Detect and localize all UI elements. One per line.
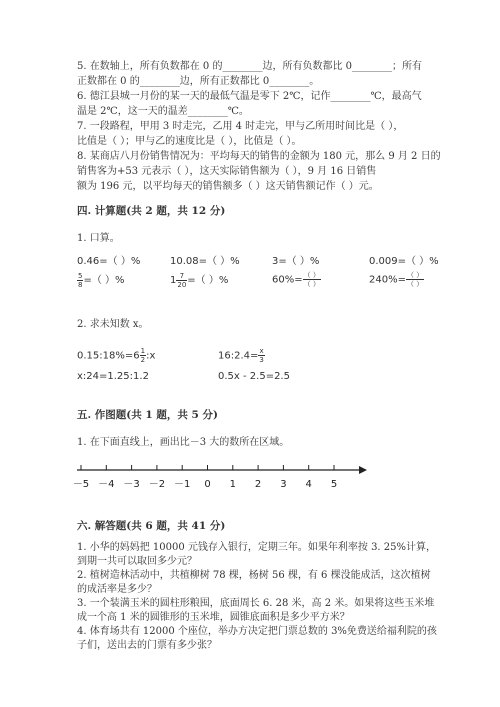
fraction: $\frac{( )}{( )}$ [303,271,320,288]
number-line-tick-label: 0 [204,479,211,490]
question-5-line-1: 5. 在数轴上，所有负数都在 0 的________边，所有负数都比 0________；所有 [77,61,422,72]
solve-x-label: 2. 求未知数 x。 [77,319,149,330]
equation-2: 16:2.4= $\frac{x}{3}$ [218,347,264,364]
question-7-line-2: 比值是（ ）；甲与乙的速度比是（ ），比值是（ ）。 [77,136,302,147]
problem-3-line-1: 3. 一个装满玉米的圆柱形粮囤，底面周长 6. 28 米，高 2 米。如果将这些玉米堆 [77,598,435,609]
oral-calc-item: 240%= $\frac{( )}{( )}$ [369,271,424,288]
number-line-tick-label: 3 [280,479,287,490]
oral-calc-item: 3=（ ）% [272,256,320,267]
fraction: $\frac{5}{8}$ [78,271,83,289]
oral-calc-label: 1. 口算。 [77,233,120,244]
number-line-tick-label: 2 [254,479,262,490]
problem-4-line-1: 4. 体育场共有 12000 个座位，举办方决定把门票总数的 3%免费送给福利院的孩 [77,626,437,637]
oral-calc-item: 0.009=（ ）% [369,256,439,267]
number-line-arrow [359,466,367,474]
number-line-tick-label: 1 [229,479,236,490]
equation-4: 0.5x - 2.5=2.5 [218,371,290,382]
problem-2-line-1: 2. 植树造林活动中，共植柳树 78 棵，杨树 56 棵，有 6 棵没能成活，这次植树 [77,570,431,581]
number-line-tick-label: 4 [305,479,312,490]
equation-3: x:24=1.25:1.2 [77,371,149,382]
number-line-tick-label: －5 [72,479,90,490]
oral-calc-item: 0.46=（ ）% [77,256,141,267]
problem-2-line-2: 的成活率是多少？ [77,584,157,595]
question-6-line-1: 6. 德江县城一月份的某一天的最低气温是零下 2℃，记作________℃，最高气 [77,91,422,102]
oral-calc-item: 60%= $\frac{( )}{( )}$ [272,271,320,288]
number-line-tick-label: －4 [98,479,115,490]
fraction: $\frac{1}{2}$ [140,347,146,364]
fraction: $\frac{x}{3}$ [259,347,264,364]
equation-1: 0.15:18%=6 $\frac{1}{2}$ :x [77,347,156,364]
number-line-tick-label: －3 [123,479,140,490]
section-5-title: 五. 作图题(共 1 题，共 5 分) [77,409,218,421]
oral-calc-item: 10.08=（ ）% [170,256,240,267]
problem-4-line-2: 子们，送出去的门票有多少张？ [77,640,217,651]
fraction: $\frac{7}{20}$ [177,271,187,289]
question-8-line-3: 额为 196 元，以平均每天的销售额多（ ）这天销售额记作（ ）元。 [77,181,379,192]
question-8-line-1: 8. 某商店八月份销售情况为：平均每天的销售的金额为 180 元，那么 9 月 2 日的 [77,151,441,162]
fraction: $\frac{( )}{( )}$ [406,271,424,288]
oral-calc-item: $\frac{5}{8}$ =（ ）% [78,271,125,289]
number-line-tick-label: －1 [174,479,191,490]
oral-calc-item: 1 $\frac{7}{20}$ =（ ）% [170,271,229,289]
number-line [72,462,367,498]
question-5-line-2: 正数都在 0 的________边，所有正数都比 0________。 [77,76,320,87]
section-6-title: 六. 解答题(共 6 题，共 41 分) [77,520,226,532]
number-line-tick-label: －2 [148,479,166,490]
problem-3-line-2: 成一个高 1 米的圆锥形的玉米堆，圆锥底面积是多少平方米？ [77,612,350,623]
problem-1-line-1: 1. 小华的妈妈把 10000 元钱存入银行，定期三年。如果年利率按 3. 25%计算， [77,542,437,553]
question-6-line-2: 温是 2℃，这一天的温差________℃。 [77,106,249,117]
question-8-line-2: 销售客为+53 元表示（ ），这天实际销售额为（ ），9 月 16 日销售 [77,166,377,177]
question-7-line-1: 7. 一段路程，甲用 3 时走完，乙用 4 时走完，甲与乙所用时间比是（ ）， [77,121,404,132]
problem-1-line-2: 到期一共可以取回多少元？ [77,556,197,567]
drawing-question: 1. 在下面直线上，画出比－3 大的数所在区域。 [77,437,290,448]
number-line-tick-label: 5 [330,479,338,490]
section-4-title: 四. 计算题(共 2 题，共 12 分) [77,205,226,217]
